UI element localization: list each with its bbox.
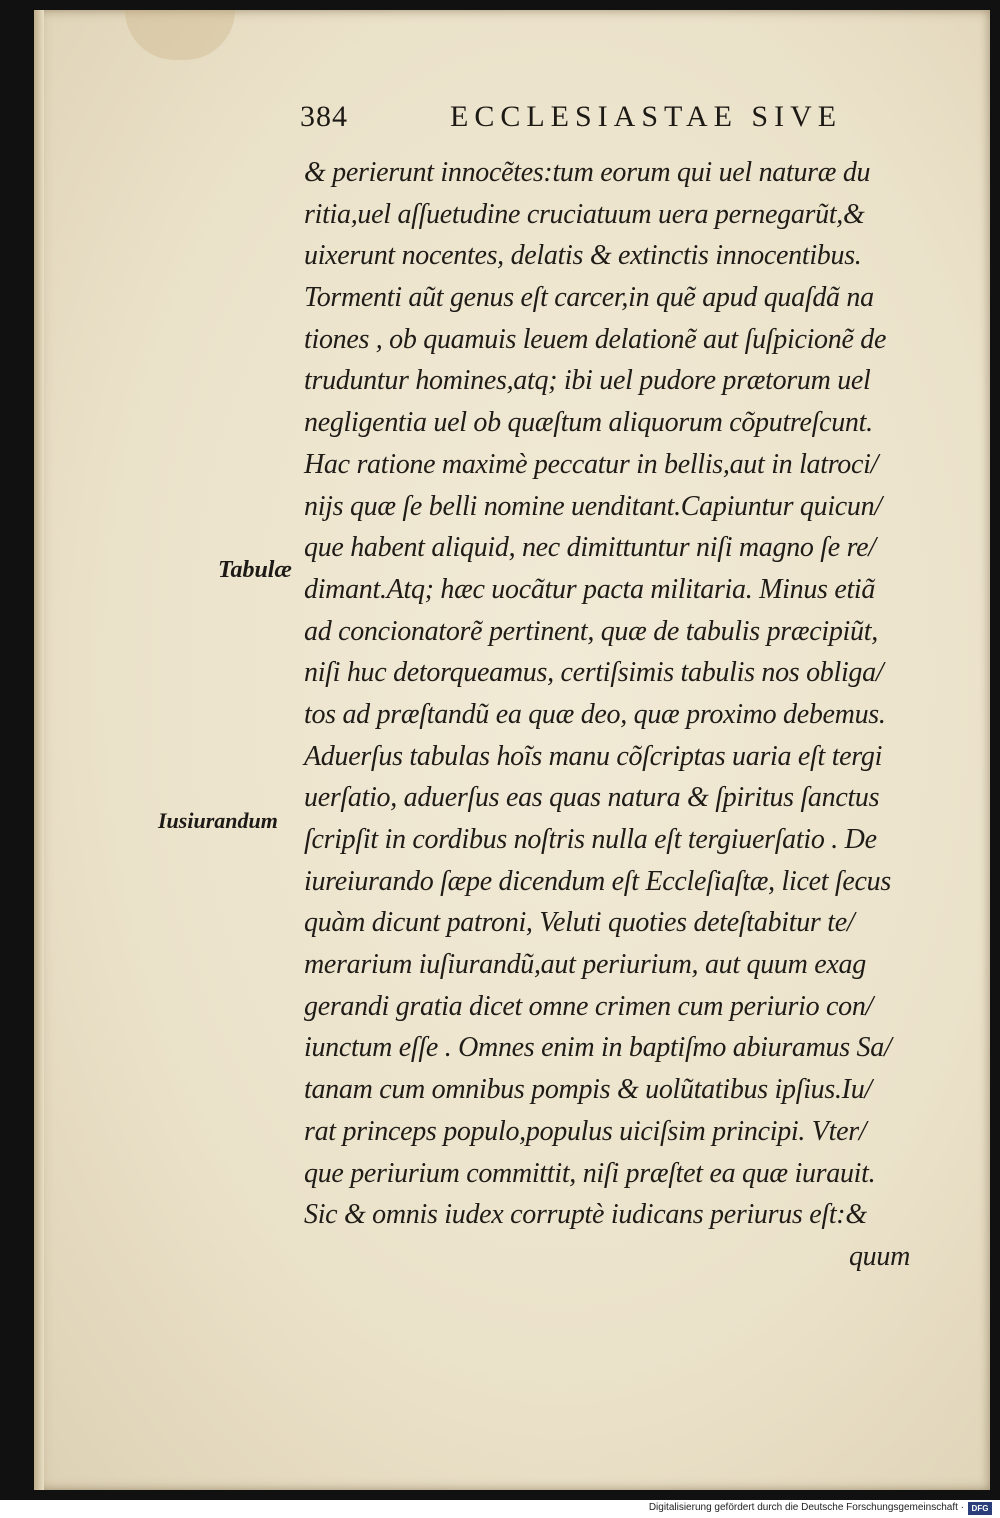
text-line: truduntur homines,atq; ibi uel pudore prætorum uel bbox=[304, 365, 871, 397]
text-line: tiones , ob quamuis leuem delationẽ aut ſuſpicionẽ de bbox=[304, 323, 887, 355]
text-line: merarium iuſiurandũ,aut periurium, aut quum exag bbox=[304, 949, 866, 981]
marginal-note-iusiurandum: Iusiurandum bbox=[158, 808, 278, 833]
text-line: ritia,uel aſſuetudine cruciatuum uera pernegarũt,& bbox=[304, 198, 865, 230]
text-line: gerandi gratia dicet omne crimen cum periurio con/ bbox=[304, 990, 874, 1022]
text-line: ad concionatorẽ pertinent, quæ de tabulis præcipiũt, bbox=[304, 615, 878, 647]
text-line: negligentia uel ob quæſtum aliquorum cõputreſcunt. bbox=[304, 407, 873, 439]
catchword: quum bbox=[848, 1240, 910, 1272]
text-line: Tormenti aũt genus eſt carcer,in quẽ apud quaſdã na bbox=[304, 282, 874, 314]
text-line: rat princeps populo,populus uiciſsim principi. Vter/ bbox=[304, 1115, 867, 1147]
text-line: & perierunt innocẽtes:tum eorum qui uel naturæ du bbox=[304, 157, 871, 188]
text-line: uerſatio, aduerſus eas quas natura & ſpiritus ſanctus bbox=[304, 782, 880, 814]
text-line: niſi huc detorqueamus, certiſsimis tabulis nos obliga/ bbox=[304, 657, 884, 689]
text-line: Sic & omnis iudex corruptè iudicans periurus eſt:& bbox=[304, 1199, 867, 1231]
text-line: Aduerſus tabulas hoĩs manu cõſcriptas uaria eſt tergi bbox=[304, 740, 883, 772]
digitization-credit: Digitalisierung gefördert durch die Deutsche Forschungsgemeinschaft · bbox=[648, 1502, 964, 1513]
page-gutter-edge bbox=[34, 10, 44, 1490]
text-line: iureiurando ſæpe dicendum eſt Eccleſiaſtæ, licet ſecus bbox=[304, 865, 891, 897]
text-line: tanam cum omnibus pompis & uolũtatibus ipſius.Iu/ bbox=[304, 1074, 872, 1106]
text-line: nijs quæ ſe belli nomine uenditant.Capiuntur quicun/ bbox=[304, 490, 882, 522]
page-number: 384 bbox=[300, 100, 348, 133]
text-line: dimant.Atq; hæc uocãtur pacta militaria. Minus etiã bbox=[304, 573, 876, 605]
text-line: iunctum eſſe . Omnes enim in baptiſmo abiuramus Sa/ bbox=[304, 1032, 892, 1064]
marginal-note-tabulae: Tabulæ bbox=[218, 557, 292, 583]
text-line: uixerunt nocentes, delatis & extinctis innocentibus. bbox=[304, 240, 862, 272]
text-line: ſcripſit in cordibus noſtris nulla eſt tergiuerſatio . De bbox=[304, 824, 877, 855]
body-text bbox=[304, 152, 964, 1278]
text-line: que habent aliquid, nec dimittuntur niſi magno ſe re/ bbox=[304, 532, 876, 564]
text-line: quàm dicunt patroni, Veluti quoties deteſtabitur te/ bbox=[304, 907, 855, 939]
text-line: que periurium committit, niſi præſtet ea quæ iurauit. bbox=[304, 1157, 876, 1189]
running-title: ECCLESIASTAE SIVE bbox=[450, 100, 843, 133]
text-line: tos ad præſtandũ ea quæ deo, quæ proximo debemus. bbox=[304, 698, 886, 730]
text-line: Hac ratione maximè peccatur in bellis,aut in latroci/ bbox=[304, 448, 879, 480]
running-header bbox=[300, 100, 880, 140]
dfg-logo: DFG bbox=[968, 1502, 992, 1515]
